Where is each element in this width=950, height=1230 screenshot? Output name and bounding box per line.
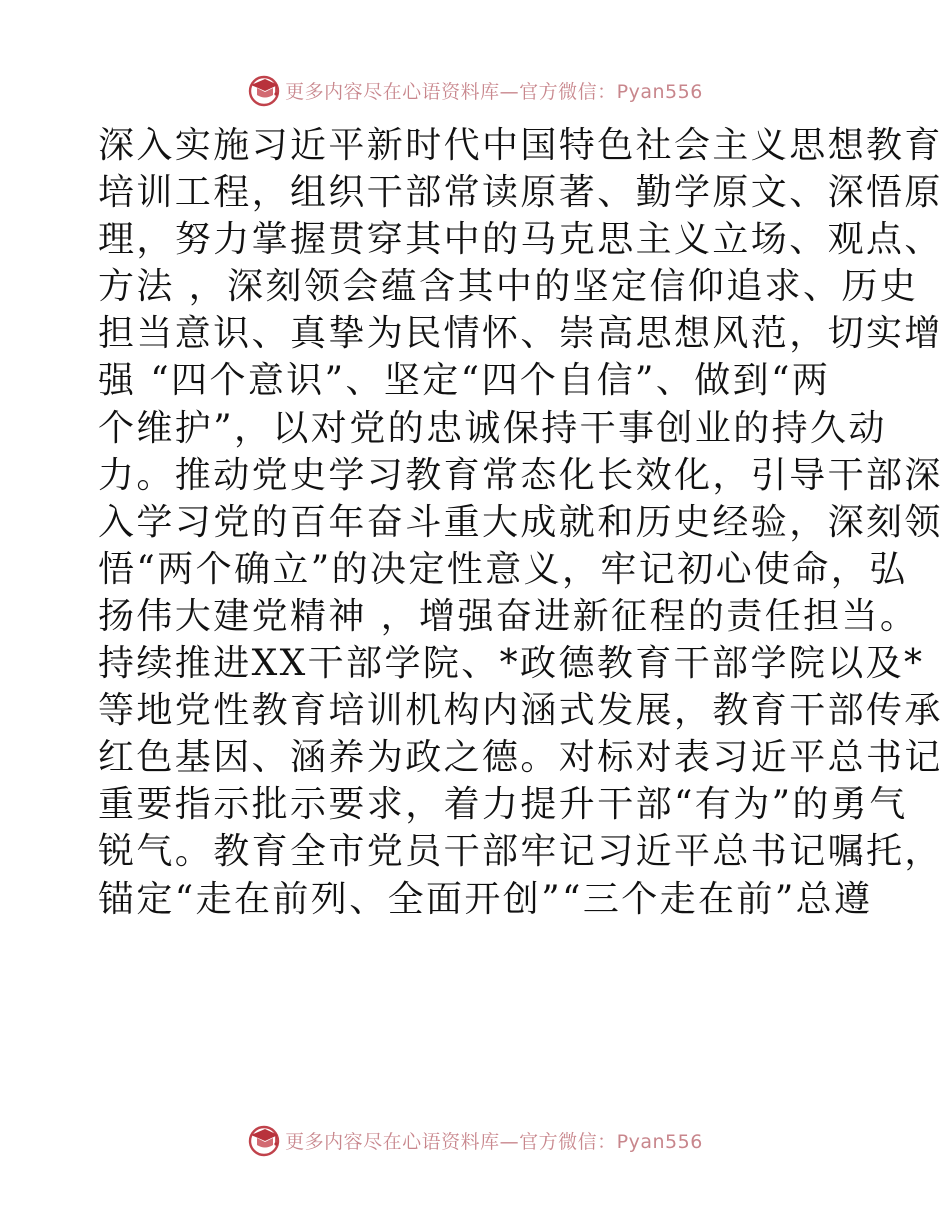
body-line: 重要指示批示要求，着力提升干部“有为”的勇气 — [98, 784, 908, 826]
mortarboard-book-logo-icon — [247, 73, 281, 107]
document-body — [98, 122, 943, 923]
body-line: 力。推动党史学习教育常态化长效化，引导干部深 — [98, 454, 943, 496]
body-line: 入学习党的百年奋斗重大成就和历史经验，深刻领 — [98, 501, 943, 543]
body-line: 方法 ，深刻领会蕴含其中的坚定信仰追求、历史 — [98, 266, 919, 308]
body-line: 个维护”，以对党的忠诚保持干事创业的持久动 — [98, 407, 887, 449]
header-watermark — [0, 70, 950, 110]
mortarboard-book-logo-icon — [247, 1123, 281, 1157]
body-line: 扬伟大建党精神 ，增强奋进新征程的责任担当。 — [98, 595, 919, 637]
footer-watermark — [0, 1120, 950, 1160]
body-line: 持续推进XX干部学院、*政德教育干部学院以及* — [98, 643, 925, 685]
watermark-text: 更多内容尽在心语资料库—官方微信：Pyan556 — [285, 1130, 703, 1153]
body-line: 理，努力掌握贯穿其中的马克思主义立场、观点、 — [98, 219, 943, 261]
body-line: 红色基因、涵养为政之德。对标对表习近平总书记 — [98, 737, 943, 779]
body-line: 悟“两个确立”的决定性意义，牢记初心使命，弘 — [98, 548, 908, 590]
body-line: 深入实施习近平新时代中国特色社会主义思想教育 — [98, 125, 943, 166]
body-line: 锚定“走在前列、全面开创”“三个走在前”总遵 — [98, 878, 873, 920]
body-line: 强 “四个意识”、坚定“四个自信”、做到“两 — [98, 360, 831, 402]
body-line: 培训工程，组织干部常读原著、勤学原文、深悟原 — [98, 172, 943, 214]
body-line: 担当意识、真挚为民情怀、崇高思想风范，切实增 — [98, 313, 943, 355]
body-line: 锐气。教育全市党员干部牢记习近平总书记嘱托， — [98, 831, 943, 873]
watermark-text: 更多内容尽在心语资料库—官方微信：Pyan556 — [285, 80, 703, 103]
body-line: 等地党性教育培训机构内涵式发展，教育干部传承 — [98, 690, 943, 732]
